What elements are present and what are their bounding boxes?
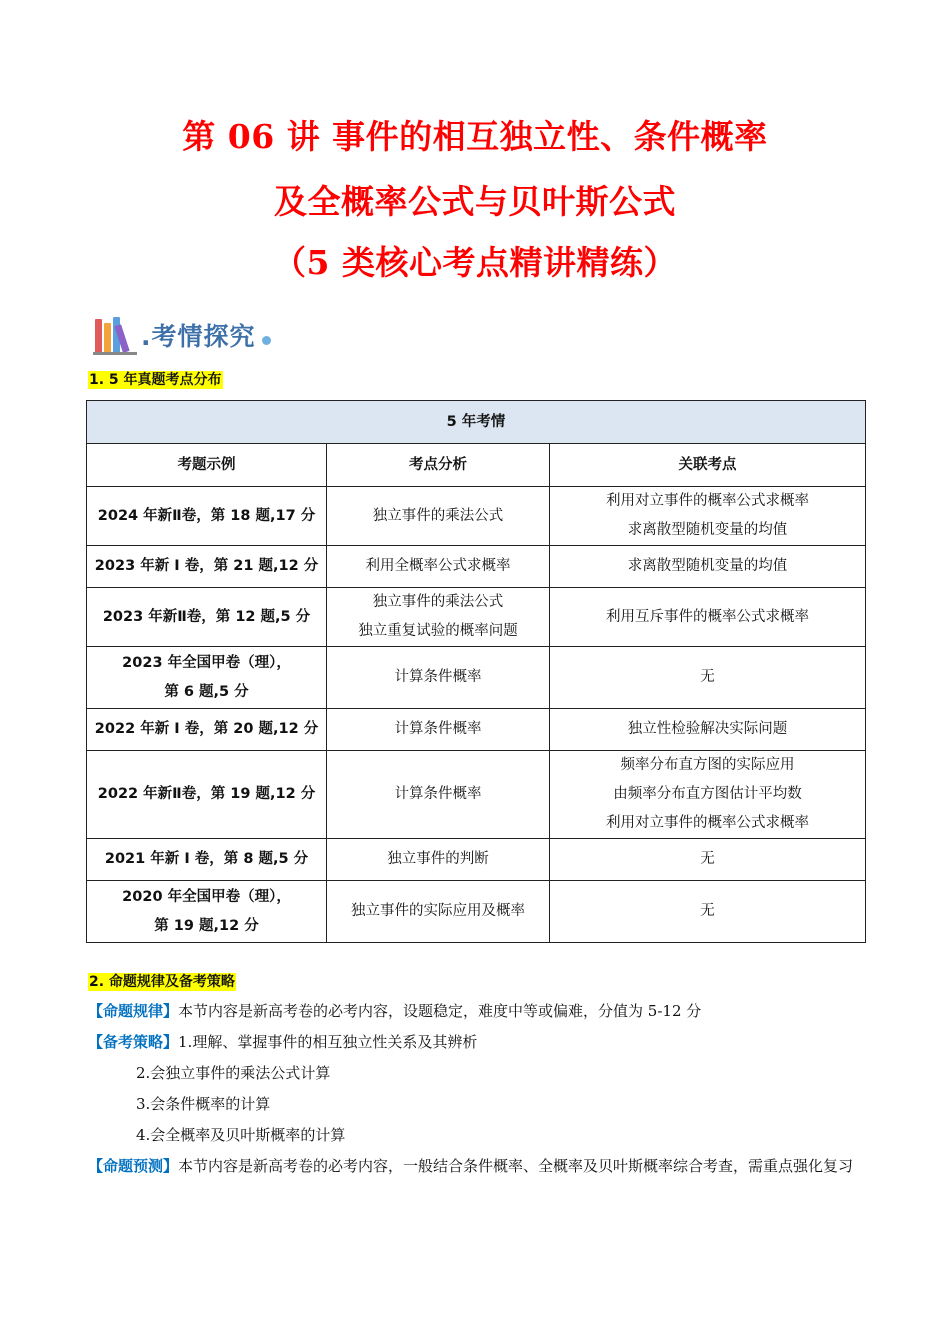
cell-related — [550, 487, 866, 546]
cell-line: 2023 年全国甲卷（理）， — [122, 654, 291, 671]
rule-tag: 【命题规律】 — [88, 1002, 179, 1020]
table-row — [87, 881, 866, 943]
cell-line: 2021 年新 I 卷，第 8 题,5 分 — [104, 851, 309, 867]
rule-paragraph — [88, 996, 868, 1027]
page-title-line-2: 及全概率公式与贝叶斯公式 — [274, 182, 676, 221]
cell-analysis — [327, 546, 550, 588]
cell-line: 2022 年新Ⅱ卷，第 19 题,12 分 — [97, 786, 316, 802]
page-title-line-1: 第 06 讲 事件的相互独立性、条件概率 — [182, 117, 768, 156]
cell-example — [87, 751, 327, 839]
forecast-tag: 【命题预测】 — [88, 1157, 179, 1175]
cell-example — [87, 546, 327, 588]
cell-analysis — [327, 487, 550, 546]
table-row — [87, 839, 866, 881]
cell-line: 独立事件的乘法公式 — [372, 507, 504, 524]
cell-line: 2023 年新 I 卷，第 21 题,12 分 — [94, 558, 319, 574]
cell-analysis — [327, 751, 550, 839]
table-row — [87, 487, 866, 546]
strategy-item: 4.会全概率及贝叶斯概率的计算 — [136, 1126, 346, 1144]
strategy-item: 1.理解、掌握事件的相互独立性关系及其辨析 — [178, 1033, 478, 1051]
table-row — [87, 588, 866, 647]
strategy-paragraph — [88, 1027, 868, 1058]
cell-example — [87, 709, 327, 751]
cell-analysis — [327, 881, 550, 943]
books-icon — [93, 315, 139, 355]
cell-line: 2023 年新Ⅱ卷，第 12 题,5 分 — [102, 608, 311, 625]
banner-dot-icon — [262, 336, 271, 345]
cell-line: 2022 年新 I 卷，第 20 题,12 分 — [94, 721, 319, 737]
strategy-tag: 【备考策略】 — [88, 1033, 179, 1051]
forecast-paragraph — [88, 1151, 868, 1182]
cell-related — [550, 546, 866, 588]
table-row — [87, 546, 866, 588]
banner-label: .考情探究 — [141, 322, 256, 351]
cell-line: 独立事件的乘法公式 — [372, 594, 504, 610]
cell-line: 无 — [700, 669, 715, 685]
cell-line: 2020 年全国甲卷（理）， — [122, 888, 291, 905]
cell-line: 独立事件的实际应用及概率 — [351, 903, 525, 919]
cell-example — [87, 588, 327, 647]
exam-distribution-table — [86, 400, 866, 943]
cell-line: 独立性检验解决实际问题 — [627, 721, 788, 737]
cell-analysis — [327, 709, 550, 751]
cell-line: 求离散型随机变量的均值 — [627, 522, 788, 538]
cell-example — [87, 881, 327, 943]
table-row — [87, 647, 866, 709]
cell-related — [550, 839, 866, 881]
cell-line: 利用互斥事件的概率公式求概率 — [606, 608, 809, 625]
cell-example — [87, 839, 327, 881]
cell-line: 2024 年新Ⅱ卷，第 18 题,17 分 — [97, 507, 316, 524]
strategy-item: 3.会条件概率的计算 — [136, 1095, 271, 1113]
cell-line: 无 — [700, 903, 715, 919]
column-header-example: 考题示例 — [87, 444, 327, 487]
cell-line: 第 6 题,5 分 — [164, 683, 249, 700]
cell-related — [550, 881, 866, 943]
section-2-heading: 2. 命题规律及备考策略 — [89, 974, 235, 990]
cell-example — [87, 647, 327, 709]
cell-line: 无 — [700, 851, 715, 867]
cell-related — [550, 647, 866, 709]
cell-example — [87, 487, 327, 546]
cell-line: 独立事件的判断 — [387, 851, 489, 867]
cell-line: 由频率分布直方图估计平均数 — [613, 786, 802, 802]
cell-line: 计算条件概率 — [394, 669, 482, 685]
cell-line: 独立重复试验的概率问题 — [358, 623, 518, 639]
forecast-text: 本节内容是新高考卷的必考内容，一般结合条件概率、全概率及贝叶斯概率综合考查，需重点强化复习 — [178, 1157, 854, 1175]
cell-related — [550, 709, 866, 751]
cell-line: 利用全概率公式求概率 — [365, 558, 511, 574]
section-1-heading: 1. 5 年真题考点分布 — [89, 372, 222, 388]
table-row — [87, 751, 866, 839]
cell-line: 利用对立事件的概率公式求概率 — [606, 815, 809, 831]
cell-line: 第 19 题,12 分 — [154, 917, 259, 934]
column-header-related: 关联考点 — [550, 444, 866, 487]
rule-text: 本节内容是新高考卷的必考内容，设题稳定，难度中等或偏难，分值为 5-12 分 — [178, 1002, 702, 1020]
page-title-line-3: （5 类核心考点精讲精练） — [273, 243, 677, 282]
cell-line: 求离散型随机变量的均值 — [627, 558, 788, 574]
cell-line: 利用对立事件的概率公式求概率 — [606, 493, 809, 509]
table-super-header: 5 年考情 — [87, 401, 866, 444]
cell-analysis — [327, 588, 550, 647]
cell-analysis — [327, 647, 550, 709]
column-header-analysis: 考点分析 — [327, 444, 550, 487]
cell-line: 频率分布直方图的实际应用 — [620, 757, 795, 773]
section-banner — [93, 313, 271, 357]
cell-line: 计算条件概率 — [394, 721, 482, 737]
cell-related — [550, 588, 866, 647]
table-row — [87, 709, 866, 751]
cell-analysis — [327, 839, 550, 881]
cell-line: 计算条件概率 — [394, 786, 482, 802]
cell-related — [550, 751, 866, 839]
strategy-item: 2.会独立事件的乘法公式计算 — [136, 1064, 331, 1082]
